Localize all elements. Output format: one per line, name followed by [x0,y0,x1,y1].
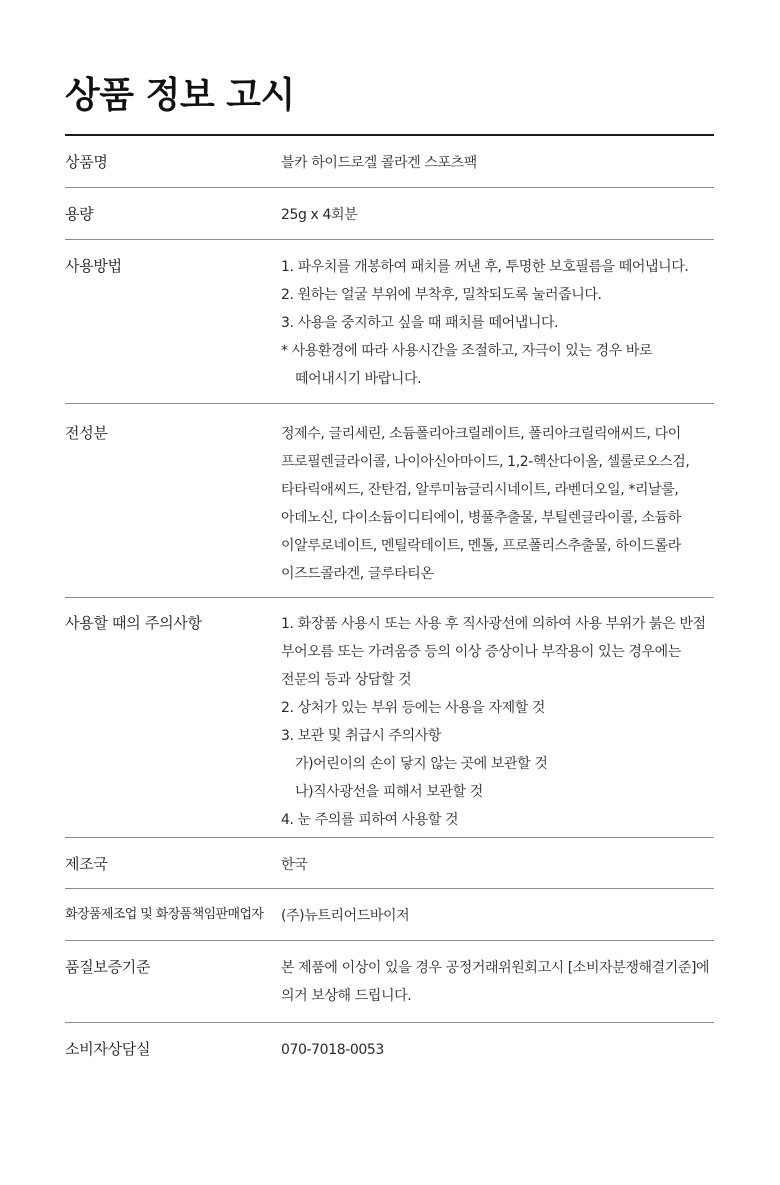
row-product-name [65,136,714,188]
capacity-text: 25g x 4회분 [281,207,358,223]
manufacturer-value [281,902,714,940]
cautions-line: 2. 상처가 있는 부위 등에는 사용을 자제할 것 [281,700,546,716]
row-country [65,838,714,889]
usage-line: 1. 파우치를 개봉하여 패치를 꺼낸 후, 투명한 보호필름을 떼어냅니다. [281,259,689,275]
country-label: 제조국 [65,855,108,873]
usage-note-continued: 떼어내시기 바랍니다. [295,371,422,387]
usage-line: 3. 사용을 중지하고 싶을 때 패치를 떼어냅니다. [281,315,559,331]
ingredients-line: 아데노신, 다이소듐이디티에이, 병풀추출물, 부틸렌글라이콜, 소듐하 [281,510,681,526]
usage-value [281,253,714,403]
ingredients-line: 타타릭애씨드, 잔탄검, 알루미늄글리시네이트, 라벤더오일, *리날룰, [281,482,679,498]
ingredients-value [281,420,714,597]
cautions-line: 3. 보관 및 취급시 주의사항 [281,728,441,744]
ingredients-line: 정제수, 글리세린, 소듐폴리아크릴레이트, 폴리아크릴릭애씨드, 다이 [281,426,681,442]
cautions-value [281,610,714,837]
warranty-line: 본 제품에 이상이 있을 경우 공정거래위원회고시 [소비자분쟁해결기준]에 [281,960,710,976]
row-warranty [65,941,714,1023]
cautions-subitem: 가)어린이의 손이 닿지 않는 곳에 보관할 것 [295,756,548,772]
capacity-label: 용량 [65,205,94,223]
warranty-label: 품질보증기준 [65,958,151,976]
usage-label: 사용방법 [65,257,122,275]
cautions-line: 4. 눈 주의를 피하여 사용할 것 [281,812,459,828]
cautions-subitem: 나)직사광선을 피해서 보관할 것 [295,784,483,800]
usage-line: 2. 원하는 얼굴 부위에 부착후, 밀착되도록 눌러줍니다. [281,287,602,303]
row-usage [65,240,714,404]
warranty-line: 의거 보상해 드립니다. [281,988,412,1004]
warranty-value [281,954,714,1022]
row-ingredients [65,404,714,598]
row-capacity [65,188,714,240]
product-name-value [281,149,714,187]
country-value [281,851,714,888]
product-name-text: 블카 하이드로겔 콜라겐 스포츠팩 [281,155,477,171]
row-manufacturer [65,889,714,941]
contact-label: 소비자상담실 [65,1040,151,1058]
capacity-value [281,201,714,239]
ingredients-label: 전성분 [65,424,108,442]
product-name-label: 상품명 [65,153,108,171]
page-title: 상품 정보 고시 [65,75,295,116]
country-text: 한국 [281,857,308,873]
cautions-line: 1. 화장품 사용시 또는 사용 후 직사광선에 의하여 사용 부위가 붉은 반점 [281,616,706,632]
usage-note: * 사용환경에 따라 사용시간을 조절하고, 자극이 있는 경우 바로 [281,343,653,359]
cautions-label: 사용할 때의 주의사항 [65,614,202,632]
ingredients-line: 프로필렌글라이콜, 나이아신아마이드, 1,2-헥산다이올, 셀룰로오스검, [281,454,690,470]
info-table [65,136,714,1075]
cautions-line: 부어오름 또는 가려움증 등의 이상 증상이나 부작용이 있는 경우에는 [281,644,681,660]
manufacturer-label: 화장품제조업 및 화장품책임판매업자 [65,907,264,922]
ingredients-line: 이알루로네이트, 멘틸락테이트, 멘톨, 프로폴리스추출물, 하이드롤라 [281,538,681,554]
ingredients-line: 이즈드콜라겐, 글루타티온 [281,566,434,582]
manufacturer-text: (주)뉴트리어드바이저 [281,908,410,924]
cautions-line: 전문의 등과 상담할 것 [281,672,412,688]
row-cautions [65,598,714,838]
row-contact [65,1023,714,1075]
contact-value [281,1036,714,1075]
contact-phone: 070-7018-0053 [281,1042,384,1058]
